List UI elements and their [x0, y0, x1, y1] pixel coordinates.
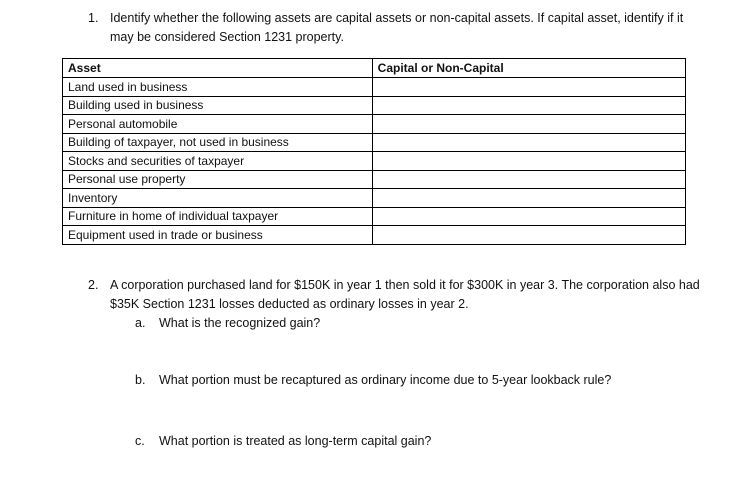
- subquestion-label: b.: [135, 373, 146, 387]
- asset-cell: Inventory: [63, 189, 373, 208]
- asset-cell: Equipment used in trade or business: [63, 226, 373, 245]
- table-row: [63, 152, 686, 171]
- asset-cell: Building used in business: [63, 96, 373, 115]
- answer-cell[interactable]: [372, 96, 685, 115]
- subquestion-text: What portion is treated as long-term capital gain?: [159, 434, 432, 448]
- table-header-row: [63, 59, 686, 78]
- answer-cell[interactable]: [372, 226, 685, 245]
- subquestion-b: [135, 371, 611, 390]
- asset-cell: Furniture in home of individual taxpayer: [63, 207, 373, 226]
- asset-table: [62, 58, 686, 245]
- answer-cell[interactable]: [372, 170, 685, 189]
- question-1-number: 1.: [88, 11, 99, 25]
- answer-cell[interactable]: [372, 152, 685, 171]
- table-row: [63, 170, 686, 189]
- subquestion-c: [135, 432, 431, 451]
- subquestion-label: a.: [135, 316, 146, 330]
- table-row: [63, 189, 686, 208]
- answer-cell[interactable]: [372, 133, 685, 152]
- table-row: [63, 226, 686, 245]
- subquestion-a: [135, 314, 320, 333]
- asset-cell: Personal automobile: [63, 115, 373, 134]
- table-row: [63, 96, 686, 115]
- answer-cell[interactable]: [372, 115, 685, 134]
- subquestion-label: c.: [135, 434, 145, 448]
- question-2-number: 2.: [88, 278, 99, 292]
- answer-cell[interactable]: [372, 78, 685, 97]
- question-1: [88, 9, 708, 47]
- table-row: [63, 133, 686, 152]
- subquestion-text: What portion must be recaptured as ordinary income due to 5-year lookback rule?: [159, 373, 612, 387]
- asset-cell: Personal use property: [63, 170, 373, 189]
- question-2-text: A corporation purchased land for $150K in year 1 then sold it for $300K in year 3. The corporation also had $35K Section 1231 losses deducted as ordinary losses in year 2.: [110, 278, 700, 311]
- header-asset: Asset: [63, 59, 373, 78]
- question-2: [88, 276, 708, 314]
- answer-cell[interactable]: [372, 189, 685, 208]
- question-1-text: Identify whether the following assets are capital assets or non-capital assets. If capital asset, identify if it may be considered Section 1231 property.: [110, 11, 684, 44]
- table-row: [63, 78, 686, 97]
- subquestion-text: What is the recognized gain?: [159, 316, 321, 330]
- table-row: [63, 207, 686, 226]
- header-capital-or-non-capital: Capital or Non-Capital: [372, 59, 685, 78]
- asset-cell: Building of taxpayer, not used in business: [63, 133, 373, 152]
- asset-cell: Land used in business: [63, 78, 373, 97]
- answer-cell[interactable]: [372, 207, 685, 226]
- asset-cell: Stocks and securities of taxpayer: [63, 152, 373, 171]
- table-row: [63, 115, 686, 134]
